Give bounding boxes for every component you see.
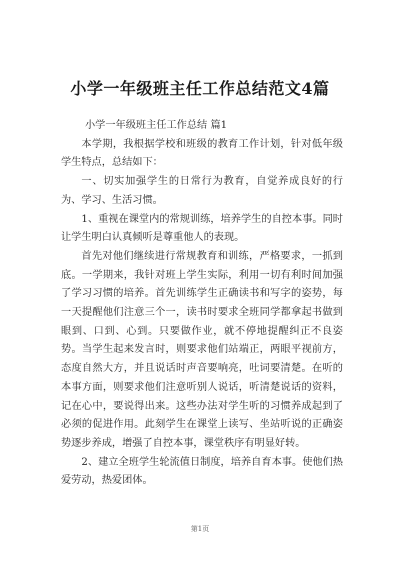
paragraph-item-one: 1、重视在课堂内的常规训练，培养学生的自控本事。同时让学生明白认真倾听是尊重他人的表现。 [61,213,343,244]
paragraph-intro: 本学期，我根据学校和班级的教育工作计划，针对低年级学生特点，总结如下： [61,138,343,169]
paragraph-section-one: 一、切实加强学生的日常行为教育，自觉养成良好的行为、学习、生活习惯。 [61,176,343,206]
paragraph-item-two: 2、建立全班学生轮流值日制度，培养自育本事。使他们热爱劳动，热爱团体。 [61,456,343,487]
page-number: 第1页 [190,525,210,533]
paragraph-details: 首先对他们继续进行常规教育和训练，严格要求，一抓到底。一学期来，我针对班上学生实际，利用一切有利时间加强了学习习惯的培养。首先训练学生正确读书和写字的姿势，每一天提醒他们注意三个一，读书时要求全班同学都拿起书做到眼到、口到、心到。只要做作业，就不停地提醒纠正不良姿势。当学生起来发言时，则要求他们站端正，两眼平视前方，态度自然大方，并且说话时声音要响亮，吐词要清楚。在听的本事方面，则要求他们注意听别人说话，听清楚说话的资料，记在心中，要说得出来。这些办法对学生听的习惯养成起到了必须的促进作用。此刻学生在课堂上读写、坐站听说的正确姿势逐步养成，增强了自控本事，课堂秩序有明显好转。 [61,250,343,449]
section-subtitle: 小学一年级班主任工作总结 篇1 [85,120,228,131]
document-title: 小学一年级班主任工作总结范文4篇 [70,79,330,98]
document-body [61,117,343,491]
